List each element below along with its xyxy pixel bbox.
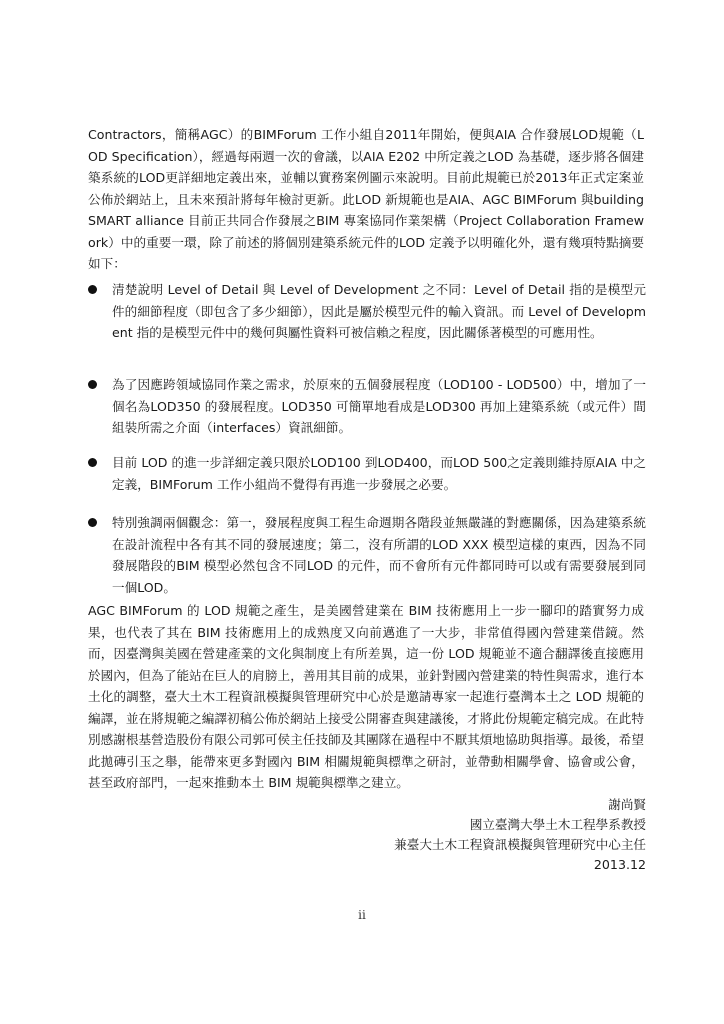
bullet-icon	[88, 458, 97, 467]
bullet-icon	[88, 518, 97, 527]
author-title-secondary: 兼臺大土木工程資訊模擬與管理研究中心主任	[394, 837, 646, 852]
page-number: ii	[358, 908, 366, 922]
intro-paragraph: Contractors，簡稱AGC）的BIMForum 工作小組自2011年開始，便與AIA 合作發展LOD規範（LOD Specification），經過每兩週一次的會議，以AIA E202 中所定義之LOD 為基礎，逐步將各個建築系統的LOD更詳細地定義出來，並輔以實務案例圖示來說明。目前此規範已於2013年正式定案並公佈於網站上，且未來預計將每年檢討更新。此LOD 新規範也是AIA、AGC BIMForum 與buildingSMART alliance 目前正共同合作發展之BIM 專案協同作業架構（Project Collaboration Framework）中的重要一環，除了前述的將個別建築系統元件的LOD 定義予以明確化外，還有幾項特點摘要如下：	[88, 127, 644, 271]
bullet-text: 特別強調兩個觀念：第一，發展程度與工程生命週期各階段並無嚴謹的對應關係，因為建築系統在設計流程中各有其不同的發展速度；第二，沒有所謂的LOD XXX 模型這樣的東西，因為不同發展階段的BIM 模型必然包含不同LOD 的元件，而不會所有元件都同時可以或有需要發展到同一個LOD。	[112, 515, 646, 595]
signature-date: 2013.12	[593, 857, 646, 872]
bullet-text: 為了因應跨領域協同作業之需求，於原來的五個發展程度（LOD100 - LOD500）中，增加了一個名為LOD350 的發展程度。LOD350 可簡單地看成是LOD300 再加上建築系統（或元件）間組裝所需之介面（interfaces）資訊細節。	[112, 377, 646, 435]
closing-paragraph: AGC BIMForum 的 LOD 規範之產生，是美國營建業在 BIM 技術應用上一步一腳印的踏實努力成果，也代表了其在 BIM 技術應用上的成熟度又向前邁進了一大步，非常值得國內營建業借鏡。然而，因臺灣與美國在營建產業的文化與制度上有所差異，這一份 LOD 規範並不適合翻譯後直接應用於國內，但為了能站在巨人的肩膀上，善用其目前的成果，並針對國內營建業的特性與需求，進行本土化的調整，臺大土木工程資訊模擬與管理研究中心於是邀請專家一起進行臺灣本土之 LOD 規範的編譯，並在將規範之編譯初稿公佈於網站上接受公開審查與建議後，才將此份規範定稿完成。在此特別感謝根基營造股份有限公司郭可侯主任技師及其團隊在過程中不厭其煩地協助與指導。最後，希望此拋磚引玉之舉，能帶來更多對國內 BIM 相關規範與標準之研討，並帶動相關學會、協會或公會，甚至政府部門，一起來推動本土 BIM 規範與標準之建立。	[88, 603, 644, 790]
bullet-icon	[88, 380, 97, 389]
signature-block	[394, 795, 646, 875]
author-name: 謝尚賢	[608, 797, 646, 812]
author-title: 國立臺灣大學土木工程學系教授	[469, 817, 646, 832]
bullet-text: 清楚說明 Level of Detail 與 Level of Development 之不同：Level of Detail 指的是模型元件的細節程度（即包含了多少細節），因此是屬於模型元件的輸入資訊。而 Level of Development 指的是模型元件中的幾何與屬性資料可被信賴之程度，因此關係著模型的可應用性。	[112, 282, 646, 340]
bullet-icon	[88, 285, 97, 294]
bullet-text: 目前 LOD 的進一步詳細定義只限於LOD100 到LOD400，而LOD 500之定義則維持原AIA 中之定義，BIMForum 工作小組尚不覺得有再進一步發展之必要。	[112, 455, 646, 492]
